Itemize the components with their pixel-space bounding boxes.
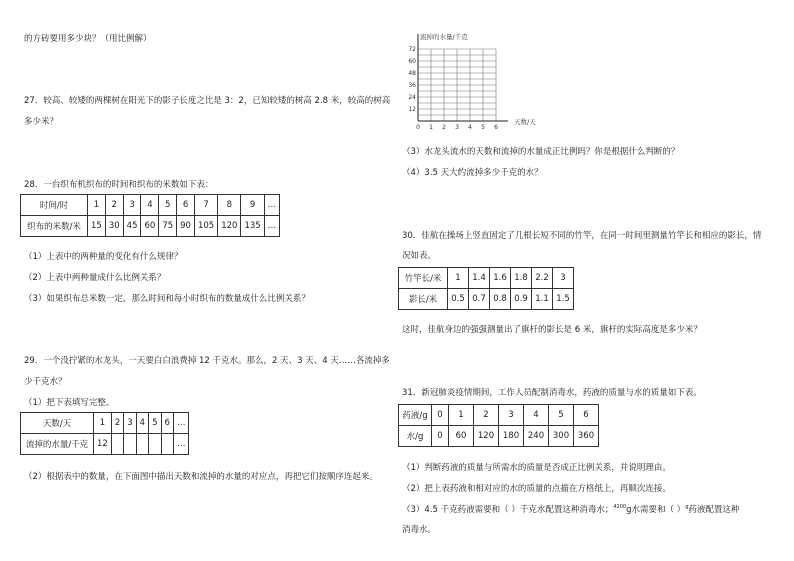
q29-table	[20, 412, 189, 455]
q28-cell: 5	[159, 195, 177, 216]
x-tick-label: 1	[429, 124, 433, 131]
q27-line2: 多少米？	[24, 117, 59, 127]
q29-row2	[21, 434, 189, 455]
q31-cell: 5	[549, 405, 574, 426]
q28-row1	[21, 195, 280, 216]
y-tick-label: 36	[408, 82, 416, 89]
q31-sub1: （1）判断药液的质量与所需水的质量是否成正比例关系，并说明理由。	[402, 463, 671, 473]
q31-sub3	[402, 503, 739, 515]
q31-cell: 0	[432, 426, 449, 447]
q28-row2-header: 织布的米数/米	[21, 216, 88, 237]
q28-cell: 15	[88, 216, 106, 237]
x-tick-label: 6	[494, 124, 498, 131]
q30-ask: 这时，佳航身边的强强测量出了旗杆的影长是 6 米，旗杆的实际高度是多少米？	[402, 325, 702, 335]
q30-cell: 0.5	[448, 289, 469, 310]
q29-cell: 2	[111, 413, 123, 434]
q30-cell: 1.8	[511, 268, 532, 289]
y-tick-label: 60	[408, 58, 416, 65]
q31-cell: 180	[499, 426, 524, 447]
q31-cell: 4	[524, 405, 549, 426]
q30-table	[398, 267, 574, 310]
q31-sub3-unit: g	[685, 504, 689, 511]
q28-sub3: （3）如果织布总米数一定，那么时间和每小时织布的数量成什么比例关系？	[24, 294, 310, 304]
q31-sub3-part-c: 药液配置这种	[688, 505, 740, 515]
q31-cell: 300	[549, 426, 574, 447]
q31-cell: 120	[474, 426, 499, 447]
q28-cell: 120	[218, 216, 241, 237]
q31-cell: 6	[574, 405, 599, 426]
q28-sub1: （1）上表中的两种量的变化有什么规律？	[24, 252, 183, 262]
q29-sub3: （3）水龙头流水的天数和流掉的水量成正比例吗？你是根据什么判断的？	[402, 147, 680, 157]
q30-row1	[399, 268, 574, 289]
y-tick-label: 72	[408, 46, 416, 53]
q28-cell: 7	[194, 195, 217, 216]
q29-row1	[21, 413, 189, 434]
q28-title: 28．一台织布机织布的时间和织布的米数如下表：	[24, 180, 214, 190]
x-tick-label: 3	[455, 124, 459, 131]
q29-line2: 少千克水？	[24, 377, 67, 387]
y-axis-label: 流掉的水量/千克	[420, 33, 468, 41]
q30-cell: 2.2	[532, 268, 553, 289]
q29-grid-chart	[400, 28, 550, 136]
x-tick-label: 4	[468, 124, 472, 131]
q28-cell: 90	[177, 216, 195, 237]
q28-cell: …	[264, 216, 280, 237]
q30-cell: 1.6	[490, 268, 511, 289]
x-tick-label: 2	[442, 124, 446, 131]
q31-cell: 0	[432, 405, 449, 426]
q29-cell	[136, 434, 148, 455]
q28-cell: 4	[141, 195, 159, 216]
q29-sub4: （4）3.5 天大约流掉多少千克的水？	[402, 168, 543, 178]
q30-cell: 0.7	[469, 289, 490, 310]
q28-cell: 75	[159, 216, 177, 237]
q31-cell: 3	[499, 405, 524, 426]
q31-row1	[399, 405, 599, 426]
q29-cell	[124, 434, 136, 455]
q30-cell: 1.4	[469, 268, 490, 289]
q30-line2: 况如表。	[402, 251, 437, 261]
q31-table	[398, 404, 599, 447]
q31-cell: 60	[449, 426, 474, 447]
q29-cell	[111, 434, 123, 455]
q28-cell: 9	[241, 195, 264, 216]
q31-cell: 240	[524, 426, 549, 447]
q30-row2	[399, 289, 574, 310]
q30-row2-header: 影长/米	[399, 289, 448, 310]
x-tick-labels	[416, 124, 498, 131]
q28-cell: 45	[123, 216, 141, 237]
q31-cell: 1	[449, 405, 474, 426]
x-tick-label: 5	[481, 124, 485, 131]
q28-cell: …	[264, 195, 280, 216]
q28-cell: 1	[88, 195, 106, 216]
q28-cell: 105	[194, 216, 217, 237]
q29-row2-header: 流掉的水量/千克	[21, 434, 94, 455]
q31-sub2: （2）把上表药液和相对应的水的质量的点描在方格纸上，再顺次连接。	[402, 484, 671, 494]
y-tick-label: 12	[408, 106, 416, 113]
q28-cell: 60	[141, 216, 159, 237]
q27-line1: 27．较高、较矮的两棵树在阳光下的影子长度之比是 3：2，已知较矮的树高 2.8 米，较高的树高	[24, 96, 391, 106]
q31-sub3-number: 4200	[613, 504, 627, 511]
q31-sub3-part-b: g水需要和（ ）	[626, 505, 686, 515]
y-tick-labels	[408, 46, 416, 113]
q29-cell: 1	[94, 413, 112, 434]
q28-row1-header: 时间/时	[21, 195, 88, 216]
q30-cell: 1.1	[532, 289, 553, 310]
q29-cell: 3	[124, 413, 136, 434]
q30-cell: 1	[448, 268, 469, 289]
y-tick-label: 48	[408, 70, 416, 77]
q30-cell: 0.8	[490, 289, 511, 310]
q28-cell: 3	[123, 195, 141, 216]
q31-row2-header: 水/g	[399, 426, 432, 447]
q30-cell: 3	[553, 268, 574, 289]
q29-cell	[161, 434, 173, 455]
q29-cell: 5	[149, 413, 161, 434]
q29-cell: 4	[136, 413, 148, 434]
q29-sub2: （2）根据表中的数量，在下面图中描出天数和流掉的水量的对应点，再把它们按顺序连起来。	[24, 472, 378, 482]
q29-row1-header: 天数/天	[21, 413, 94, 434]
q28-row2	[21, 216, 280, 237]
x-tick-label: 0	[416, 124, 420, 131]
q31-row2	[399, 426, 599, 447]
q30-line1: 30．佳航在操场上竖直固定了几根长短不同的竹竿，在同一时间里测量竹竿长和相应的影长，情	[402, 231, 762, 241]
q31-sub3-part-a: （3）4.5 千克药液需要和（ ）千克水配置这种消毒水；	[402, 505, 614, 515]
q29-cell	[149, 434, 161, 455]
q28-cell: 8	[218, 195, 241, 216]
q31-cell: 360	[574, 426, 599, 447]
q28-sub2: （2）上表中两种量成什么比例关系？	[24, 273, 166, 283]
y-tick-label: 24	[408, 94, 416, 101]
q28-cell: 30	[105, 216, 123, 237]
q28-cell: 135	[241, 216, 264, 237]
q30-row1-header: 竹竿长/米	[399, 268, 448, 289]
q31-sub3-line2: 消毒水。	[402, 525, 437, 535]
q31-line1: 31．新冠肺炎疫情期间，工作人员配制消毒水，药液的质量与水的质量如下表。	[402, 388, 702, 398]
q29-line1: 29．一个没拧紧的水龙头，一天要白白浪费掉 12 千克水。那么，2 天、3 天、4 天……各流掉多	[24, 356, 390, 366]
q31-cell: 2	[474, 405, 499, 426]
q28-cell: 6	[177, 195, 195, 216]
q30-cell: 1.5	[553, 289, 574, 310]
q29-cell: …	[173, 413, 189, 434]
q29-cell: 12	[94, 434, 112, 455]
q28-table	[20, 194, 280, 237]
top-line: 的方砖要用多少块？（用比例解）	[24, 34, 152, 44]
q29-cell: 6	[161, 413, 173, 434]
q28-cell: 2	[105, 195, 123, 216]
q29-cell: …	[173, 434, 189, 455]
x-axis-label: 天数/天	[514, 118, 536, 126]
q29-sub1: （1）把下表填写完整。	[24, 398, 115, 408]
grid-lines	[418, 49, 496, 121]
q31-row1-header: 药液/g	[399, 405, 432, 426]
q30-cell: 0.9	[511, 289, 532, 310]
